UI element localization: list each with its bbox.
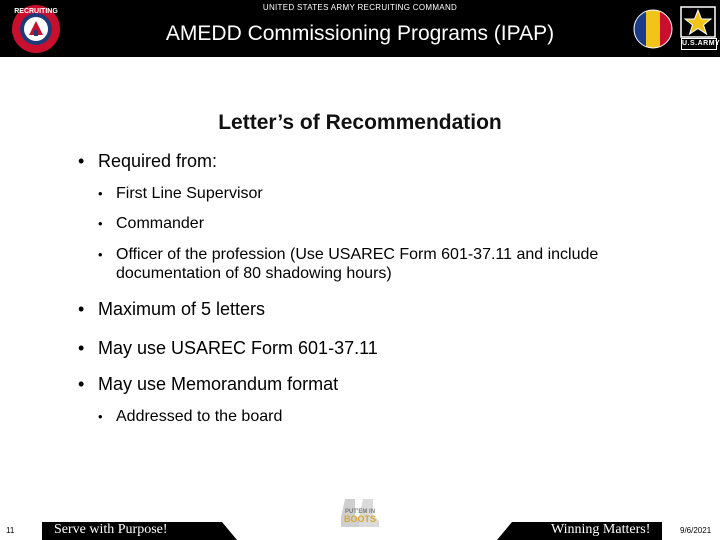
boots-watermark-line2: BOOTS [343,514,377,524]
sub-bullet-item [98,184,618,203]
bullet-text: Maximum of 5 letters [98,299,266,319]
page-number: 11 [6,526,15,535]
bullet-symbol: • [98,216,103,231]
sub-bullet-item [98,407,618,426]
sub-bullet-item [98,214,618,233]
bullet-symbol: • [78,151,85,171]
bullet-symbol: • [98,409,103,424]
org-name: UNITED STATES ARMY RECRUITING COMMAND [262,3,458,12]
bullet-text: Commander [116,215,205,232]
bullet-text: May use Memorandum format [98,374,339,394]
bullet-item [78,299,265,320]
army-logo-text: U.S.ARMY [681,38,717,50]
bullet-text: Required from: [98,151,218,171]
bullet-text: First Line Supervisor [116,185,263,202]
boots-watermark-line1: PUT'EM IN [344,509,376,515]
bullet-symbol: • [78,299,85,319]
slide-title: AMEDD Commissioning Programs (IPAP) [165,22,555,45]
bullet-symbol: • [78,338,85,358]
seal-label: RECRUITING [14,8,58,15]
footer-slogan-right: Winning Matters! [551,522,651,537]
header-banner [0,0,720,57]
bullet-text: Addressed to the board [116,408,283,425]
regimental-crest-icon [632,8,674,50]
footer-slogan-left: Serve with Purpose! [54,522,168,537]
bullet-symbol: • [78,374,85,394]
bullet-item [78,374,338,395]
bullet-item [78,338,378,359]
bullet-text: Officer of the profession (Use USAREC Form 601-37.11 and include documentation of 80 shadowing hours) [116,246,599,282]
slide-date: 9/6/2021 [680,526,712,535]
bullet-symbol: • [98,247,103,262]
bullet-symbol: • [98,186,103,201]
bullet-text: May use USAREC Form 601-37.11 [98,338,378,358]
sub-bullet-item [98,245,618,283]
army-star-icon [680,6,716,38]
content-heading: Letter’s of Recommendation [218,111,502,134]
bullet-item [78,151,217,172]
